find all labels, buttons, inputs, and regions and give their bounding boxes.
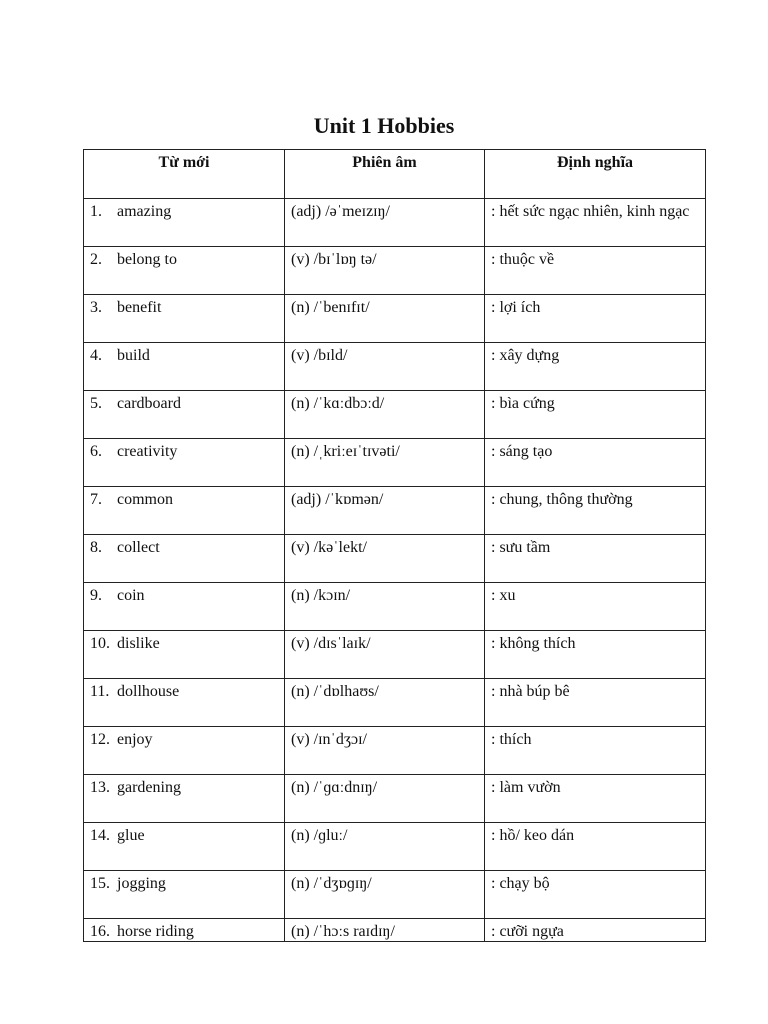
vocabulary-word: amazing [117,203,172,220]
word-cell [84,871,285,919]
table-row [84,871,706,919]
phonetic-cell: (n) /ˈdɒlhaʊs/ [285,679,485,727]
phonetic-cell: (v) /bɪˈlɒŋ tə/ [285,247,485,295]
word-cell [84,487,285,535]
table-row [84,919,706,942]
phonetic-cell: (n) /ˈɡɑːdnɪŋ/ [285,775,485,823]
item-number: 1. [90,203,102,220]
word-cell [84,535,285,583]
phonetic-cell: (adj) /ˈkɒmən/ [285,487,485,535]
word-cell [84,775,285,823]
item-number: 9. [90,587,102,604]
word-cell [84,919,285,942]
table-row [84,247,706,295]
definition-cell: : lợi ích [485,295,706,343]
definition-cell: : chung, thông thường [485,487,706,535]
table-row [84,391,706,439]
item-number: 7. [90,491,102,508]
vocabulary-word: jogging [117,875,166,892]
word-cell [84,295,285,343]
phonetic-cell: (n) /ˈdʒɒɡɪŋ/ [285,871,485,919]
definition-cell: : bìa cứng [485,391,706,439]
table-row [84,295,706,343]
item-number: 15. [90,875,110,892]
word-cell [84,631,285,679]
vocabulary-word: build [117,347,150,364]
word-cell [84,823,285,871]
phonetic-cell: (n) /ˈkɑːdbɔːd/ [285,391,485,439]
vocabulary-word: gardening [117,779,181,796]
item-number: 2. [90,251,102,268]
page-title: Unit 1 Hobbies [313,113,455,138]
phonetic-cell: (v) /bɪld/ [285,343,485,391]
vocabulary-word: benefit [117,299,162,316]
definition-cell: : hồ/ keo dán [485,823,706,871]
phonetic-cell: (adj) /əˈmeɪzɪŋ/ [285,199,485,247]
word-cell [84,391,285,439]
item-number: 8. [90,539,102,556]
vocabulary-word: creativity [117,443,178,460]
table-row [84,727,706,775]
item-number: 11. [90,683,110,700]
vocabulary-table [83,149,706,942]
phonetic-cell: (n) /ɡluː/ [285,823,485,871]
definition-cell: : không thích [485,631,706,679]
phonetic-cell: (n) /ˈhɔːs raɪdɪŋ/ [285,919,485,942]
vocabulary-word: cardboard [117,395,181,412]
phonetic-cell: (n) /ˈbenɪfɪt/ [285,295,485,343]
word-cell [84,439,285,487]
table-row [84,487,706,535]
table-row [84,679,706,727]
vocabulary-word: common [117,491,173,508]
item-number: 3. [90,299,102,316]
word-cell [84,199,285,247]
vocabulary-word: dollhouse [117,683,180,700]
vocabulary-word: collect [117,539,160,556]
definition-cell: : thuộc về [485,247,706,295]
table-row [84,775,706,823]
table-row [84,343,706,391]
definition-cell: : xu [485,583,706,631]
column-header-definition: Định nghĩa [485,150,706,199]
vocabulary-word: coin [117,587,145,604]
column-header-phonetic: Phiên âm [285,150,485,199]
definition-cell: : nhà búp bê [485,679,706,727]
item-number: 5. [90,395,102,412]
definition-cell: : cưỡi ngựa [485,919,706,942]
vocabulary-word: enjoy [117,731,153,748]
phonetic-cell: (v) /dɪsˈlaɪk/ [285,631,485,679]
phonetic-cell: (n) /ˌkriːeɪˈtɪvəti/ [285,439,485,487]
item-number: 16. [90,923,110,940]
table-row [84,535,706,583]
phonetic-cell: (n) /kɔɪn/ [285,583,485,631]
word-cell [84,583,285,631]
word-cell [84,343,285,391]
phonetic-cell: (v) /kəˈlekt/ [285,535,485,583]
table-row [84,823,706,871]
item-number: 6. [90,443,102,460]
word-cell [84,247,285,295]
vocabulary-word: belong to [117,251,177,268]
vocabulary-word: dislike [117,635,160,652]
definition-cell: : thích [485,727,706,775]
item-number: 13. [90,779,110,796]
phonetic-cell: (v) /ɪnˈdʒɔɪ/ [285,727,485,775]
word-cell [84,679,285,727]
table-row [84,199,706,247]
vocabulary-word: glue [117,827,145,844]
table-row [84,439,706,487]
definition-cell: : chạy bộ [485,871,706,919]
table-header-row [84,150,706,199]
word-cell [84,727,285,775]
table-row [84,583,706,631]
vocabulary-table-body [84,199,706,942]
item-number: 4. [90,347,102,364]
definition-cell: : sưu tầm [485,535,706,583]
item-number: 14. [90,827,110,844]
column-header-new-word: Từ mới [84,150,285,199]
definition-cell: : sáng tạo [485,439,706,487]
definition-cell: : xây dựng [485,343,706,391]
item-number: 10. [90,635,110,652]
definition-cell: : làm vườn [485,775,706,823]
definition-cell: : hết sức ngạc nhiên, kinh ngạc [485,199,706,247]
vocabulary-word: horse riding [117,923,194,940]
item-number: 12. [90,731,110,748]
table-row [84,631,706,679]
